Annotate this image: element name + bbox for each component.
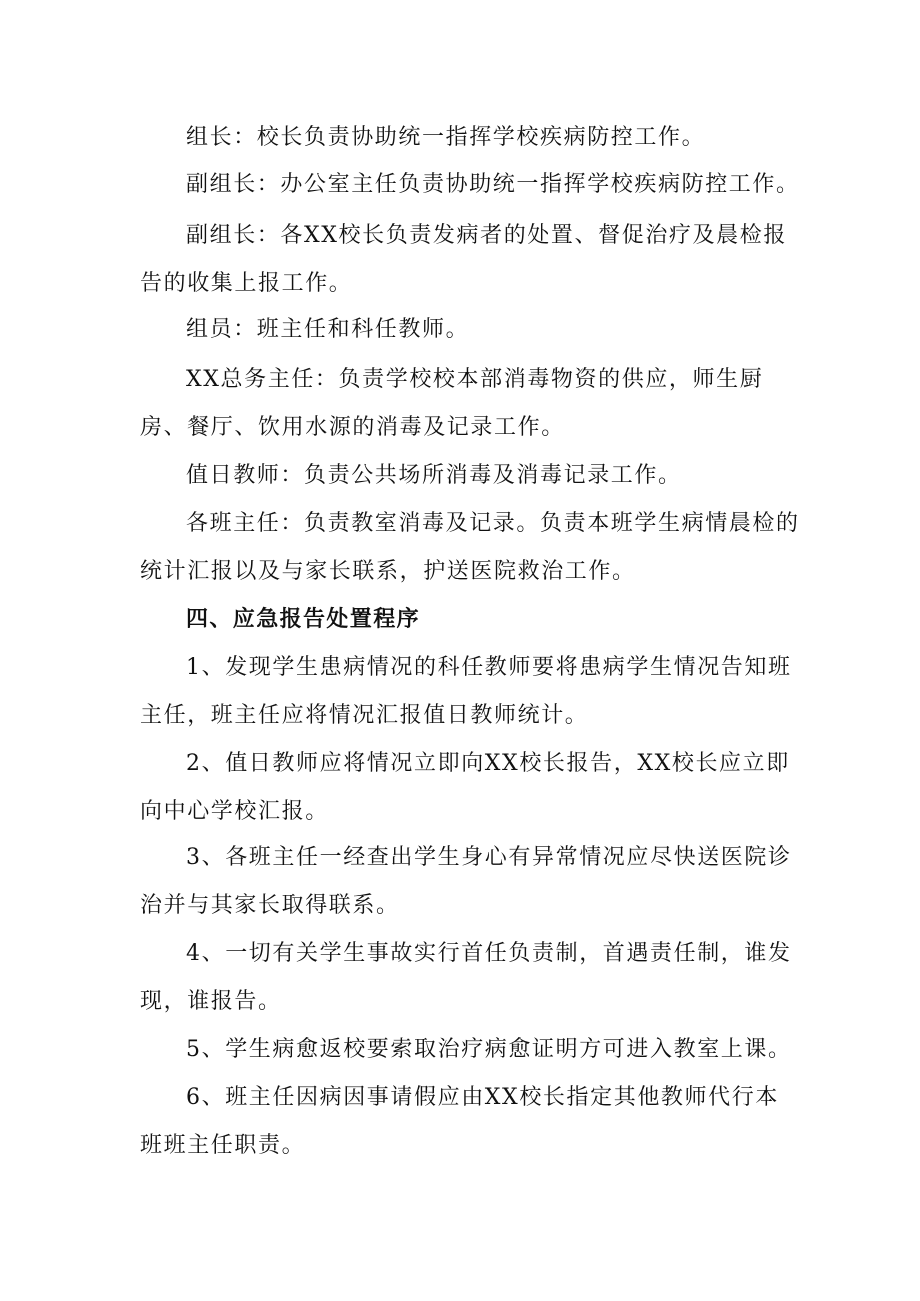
section-heading: 四、应急报告处置程序 [186, 607, 421, 632]
paragraph-deputy-leader-office: 副组长：办公室主任负责协助统一指挥学校疾病防控工作。 [186, 172, 800, 197]
procedure-item-1: 1、发现学生患病情况的科任教师要将患病学生情况告知班主任，班主任应将情况汇报值日教师统计。 [140, 655, 792, 728]
paragraph-deputy-leader-principals: 副组长：各XX校长负责发病者的处置、督促治疗及晨检报告的收集上报工作。 [140, 223, 787, 296]
procedure-item-3: 3、各班主任一经查出学生身心有异常情况应尽快送医院诊治并与其家长取得联系。 [140, 845, 792, 918]
procedure-item-4: 4、一切有关学生事故实行首任负责制，首遇责任制，谁发现，谁报告。 [140, 941, 792, 1014]
paragraph-general-affairs: XX总务主任：负责学校校本部消毒物资的供应，师生厨房、餐厅、饮用水源的消毒及记录工作。 [140, 367, 764, 440]
procedure-item-6: 6、班主任因病因事请假应由XX校长指定其他教师代行本班班主任职责。 [140, 1085, 779, 1158]
paragraph-duty-teacher: 值日教师：负责公共场所消毒及消毒记录工作。 [186, 463, 682, 488]
paragraph-members: 组员：班主任和科任教师。 [186, 317, 470, 342]
paragraph-group-leader: 组长：校长负责协助统一指挥学校疾病防控工作。 [186, 125, 706, 150]
procedure-item-5: 5、学生病愈返校要索取治疗病愈证明方可进入教室上课。 [186, 1037, 792, 1062]
procedure-item-2: 2、值日教师应将情况立即向XX校长报告，XX校长应立即向中心学校汇报。 [140, 751, 790, 824]
paragraph-class-teachers: 各班主任：负责教室消毒及记录。负责本班学生病情晨检的统计汇报以及与家长联系，护送医院救治工作。 [140, 511, 800, 584]
